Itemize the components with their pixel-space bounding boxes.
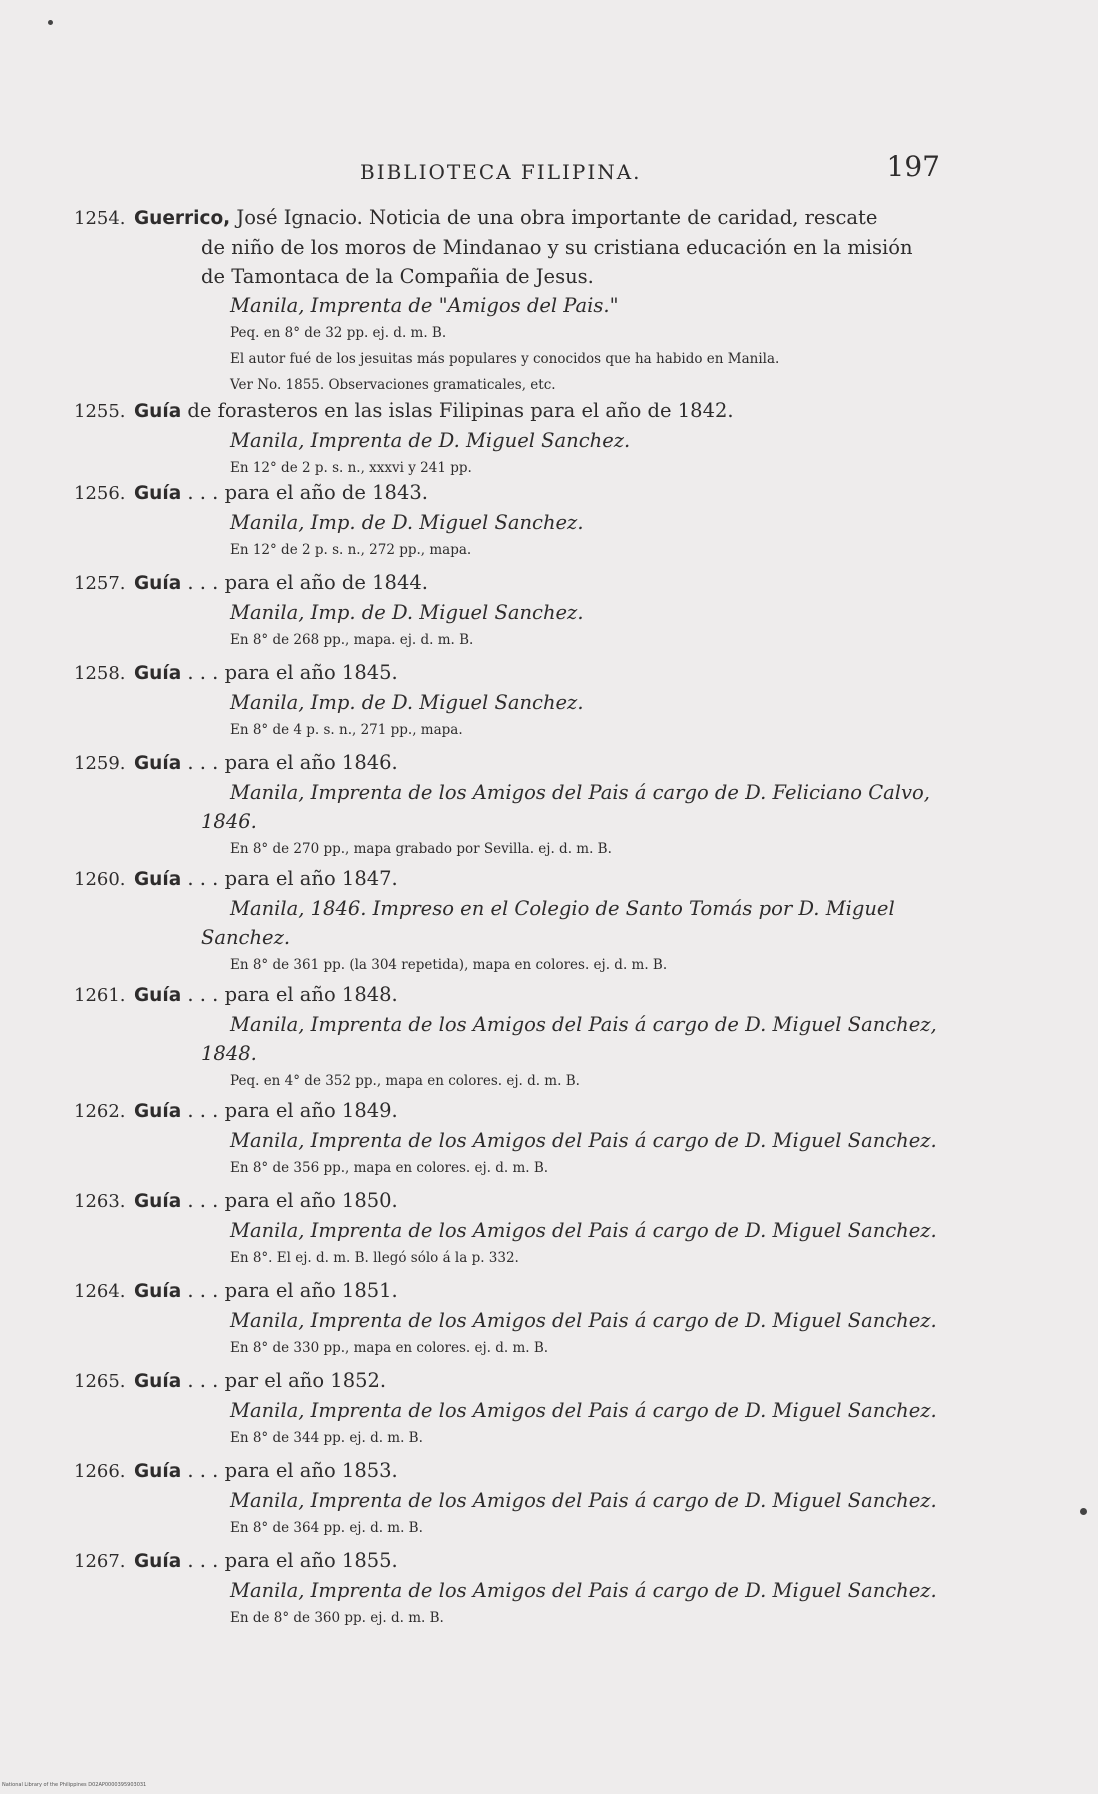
entry-imprint: 1846. — [201, 810, 257, 833]
entry-note: Ver No. 1855. Observaciones gramaticales, etc. — [230, 377, 556, 393]
entry-imprint: Manila, Imp. de D. Miguel Sanchez. — [230, 511, 584, 534]
bibliography-entry — [74, 1096, 944, 1181]
entry-heading — [74, 1546, 944, 1576]
entry-number: 1266. — [74, 1461, 126, 1482]
entry-number: 1256. — [74, 483, 126, 504]
bibliography-entry — [74, 980, 944, 1094]
entry-note: En de 8° de 360 pp. ej. d. m. B. — [230, 1610, 444, 1626]
entry-name: Guía — [134, 401, 182, 422]
entry-name: Guía — [134, 483, 182, 504]
entry-title-continuation: de niño de los moros de Mindanao y su cristiana educación en la misión — [201, 236, 913, 259]
bibliography-entry — [74, 1366, 944, 1451]
entry-title-text: . . . par el año 1852. — [187, 1369, 387, 1392]
entry-number: 1258. — [74, 663, 126, 684]
entry-number: 1262. — [74, 1101, 126, 1122]
entry-imprint: Manila, Imprenta de los Amigos del Pais á cargo de D. Feliciano Calvo, — [230, 781, 930, 804]
entry-title-text: de forasteros en las islas Filipinas para el año de 1842. — [187, 399, 734, 422]
running-header — [360, 150, 940, 190]
entry-note: En 8° de 356 pp., mapa en colores. ej. d. m. B. — [230, 1160, 549, 1176]
bibliography-entry — [74, 1546, 944, 1631]
entry-imprint: Manila, 1846. Impreso en el Colegio de Santo Tomás por D. Miguel — [230, 897, 895, 920]
bibliography-entry — [74, 203, 944, 398]
entry-number: 1261. — [74, 985, 126, 1006]
entry-title-text: . . . para el año 1853. — [187, 1459, 398, 1482]
entry-number: 1267. — [74, 1551, 126, 1572]
entry-title-text: . . . para el año 1849. — [187, 1099, 398, 1122]
entry-imprint: Manila, Imprenta de los Amigos del Pais á cargo de D. Miguel Sanchez. — [230, 1399, 937, 1422]
bibliography-entry — [74, 864, 944, 978]
entry-heading — [74, 1456, 944, 1486]
entry-name: Guía — [134, 985, 182, 1006]
entry-imprint: Manila, Imprenta de los Amigos del Pais á cargo de D. Miguel Sanchez. — [230, 1309, 937, 1332]
footer-credit: National Library of the Philippines D02AP0000395903031 — [2, 1782, 147, 1788]
speck-mark — [1080, 1508, 1087, 1515]
entry-title-text: . . . para el año 1851. — [187, 1279, 398, 1302]
entry-heading — [74, 396, 944, 426]
entry-note: En 8° de 364 pp. ej. d. m. B. — [230, 1520, 423, 1536]
entry-name: Guía — [134, 1191, 182, 1212]
entry-title-text: . . . para el año 1846. — [187, 751, 398, 774]
entry-imprint: Sanchez. — [201, 926, 291, 949]
entry-name: Guía — [134, 869, 182, 890]
entry-number: 1254. — [74, 208, 126, 229]
entry-imprint: Manila, Imprenta de los Amigos del Pais á cargo de D. Miguel Sanchez. — [230, 1219, 937, 1242]
entry-title-text: José Ignacio. Noticia de una obra importante de caridad, rescate — [236, 206, 878, 229]
entry-heading — [74, 658, 944, 688]
entry-name: Guía — [134, 663, 182, 684]
entry-note: En 8° de 270 pp., mapa grabado por Sevilla. ej. d. m. B. — [230, 841, 612, 857]
entry-number: 1264. — [74, 1281, 126, 1302]
entry-heading — [74, 203, 944, 233]
entry-heading — [74, 1276, 944, 1306]
entry-imprint: Manila, Imprenta de los Amigos del Pais á cargo de D. Miguel Sanchez, — [230, 1013, 937, 1036]
entry-imprint: Manila, Imprenta de "Amigos del Pais." — [230, 294, 619, 317]
bibliography-entry — [74, 1276, 944, 1361]
entry-note: En 8° de 361 pp. (la 304 repetida), mapa en colores. ej. d. m. B. — [230, 957, 668, 973]
page-title: BIBLIOTECA FILIPINA. — [360, 160, 642, 184]
entry-name: Guía — [134, 1101, 182, 1122]
entry-name: Guerrico, — [134, 208, 231, 229]
entry-title-continuation: de Tamontaca de la Compañia de Jesus. — [201, 265, 594, 288]
entry-heading — [74, 478, 944, 508]
entry-note: En 8° de 4 p. s. n., 271 pp., mapa. — [230, 722, 463, 738]
entry-number: 1263. — [74, 1191, 126, 1212]
entry-name: Guía — [134, 1461, 182, 1482]
entry-imprint: 1848. — [201, 1042, 257, 1065]
entry-note: En 8°. El ej. d. m. B. llegó sólo á la p. 332. — [230, 1250, 519, 1266]
entry-title-text: . . . para el año 1845. — [187, 661, 398, 684]
page-number: 197 — [886, 150, 940, 183]
entry-heading — [74, 980, 944, 1010]
bibliography-entry — [74, 1186, 944, 1271]
entry-number: 1265. — [74, 1371, 126, 1392]
entry-number: 1257. — [74, 573, 126, 594]
bibliography-entry — [74, 1456, 944, 1541]
entry-title-text: . . . para el año de 1844. — [187, 571, 428, 594]
entry-title-text: . . . para el año 1850. — [187, 1189, 398, 1212]
entry-imprint: Manila, Imp. de D. Miguel Sanchez. — [230, 601, 584, 624]
bibliography-entry — [74, 396, 944, 481]
entry-imprint: Manila, Imprenta de los Amigos del Pais á cargo de D. Miguel Sanchez. — [230, 1129, 937, 1152]
entry-heading — [74, 1366, 944, 1396]
entry-heading — [74, 864, 944, 894]
entry-title-text: . . . para el año 1847. — [187, 867, 398, 890]
entry-number: 1260. — [74, 869, 126, 890]
entry-note: El autor fué de los jesuitas más populares y conocidos que ha habido en Manila. — [230, 351, 780, 367]
entry-heading — [74, 1186, 944, 1216]
entry-note: En 8° de 268 pp., mapa. ej. d. m. B. — [230, 632, 474, 648]
entry-name: Guía — [134, 753, 182, 774]
entry-note: En 8° de 344 pp. ej. d. m. B. — [230, 1430, 423, 1446]
entry-note: Peq. en 8° de 32 pp. ej. d. m. B. — [230, 325, 447, 341]
entry-note: En 12° de 2 p. s. n., xxxvi y 241 pp. — [230, 460, 472, 476]
entry-note: Peq. en 4° de 352 pp., mapa en colores. ej. d. m. B. — [230, 1073, 580, 1089]
entry-note: En 8° de 330 pp., mapa en colores. ej. d. m. B. — [230, 1340, 549, 1356]
bibliography-entry — [74, 658, 944, 743]
entry-imprint: Manila, Imprenta de los Amigos del Pais á cargo de D. Miguel Sanchez. — [230, 1489, 937, 1512]
bibliography-entry — [74, 568, 944, 653]
bibliography-entry — [74, 478, 944, 563]
entry-number: 1259. — [74, 753, 126, 774]
entry-title-text: . . . para el año 1855. — [187, 1549, 398, 1572]
entry-title-text: . . . para el año 1848. — [187, 983, 398, 1006]
bibliography-entry — [74, 748, 944, 862]
speck-mark — [48, 20, 53, 25]
entry-heading — [74, 748, 944, 778]
entry-imprint: Manila, Imprenta de los Amigos del Pais á cargo de D. Miguel Sanchez. — [230, 1579, 937, 1602]
entry-title-text: . . . para el año de 1843. — [187, 481, 428, 504]
entry-name: Guía — [134, 1281, 182, 1302]
entry-imprint: Manila, Imprenta de D. Miguel Sanchez. — [230, 429, 631, 452]
entry-note: En 12° de 2 p. s. n., 272 pp., mapa. — [230, 542, 472, 558]
entry-name: Guía — [134, 1371, 182, 1392]
entry-number: 1255. — [74, 401, 126, 422]
entry-name: Guía — [134, 573, 182, 594]
entry-name: Guía — [134, 1551, 182, 1572]
entry-heading — [74, 1096, 944, 1126]
entry-imprint: Manila, Imp. de D. Miguel Sanchez. — [230, 691, 584, 714]
entry-heading — [74, 568, 944, 598]
